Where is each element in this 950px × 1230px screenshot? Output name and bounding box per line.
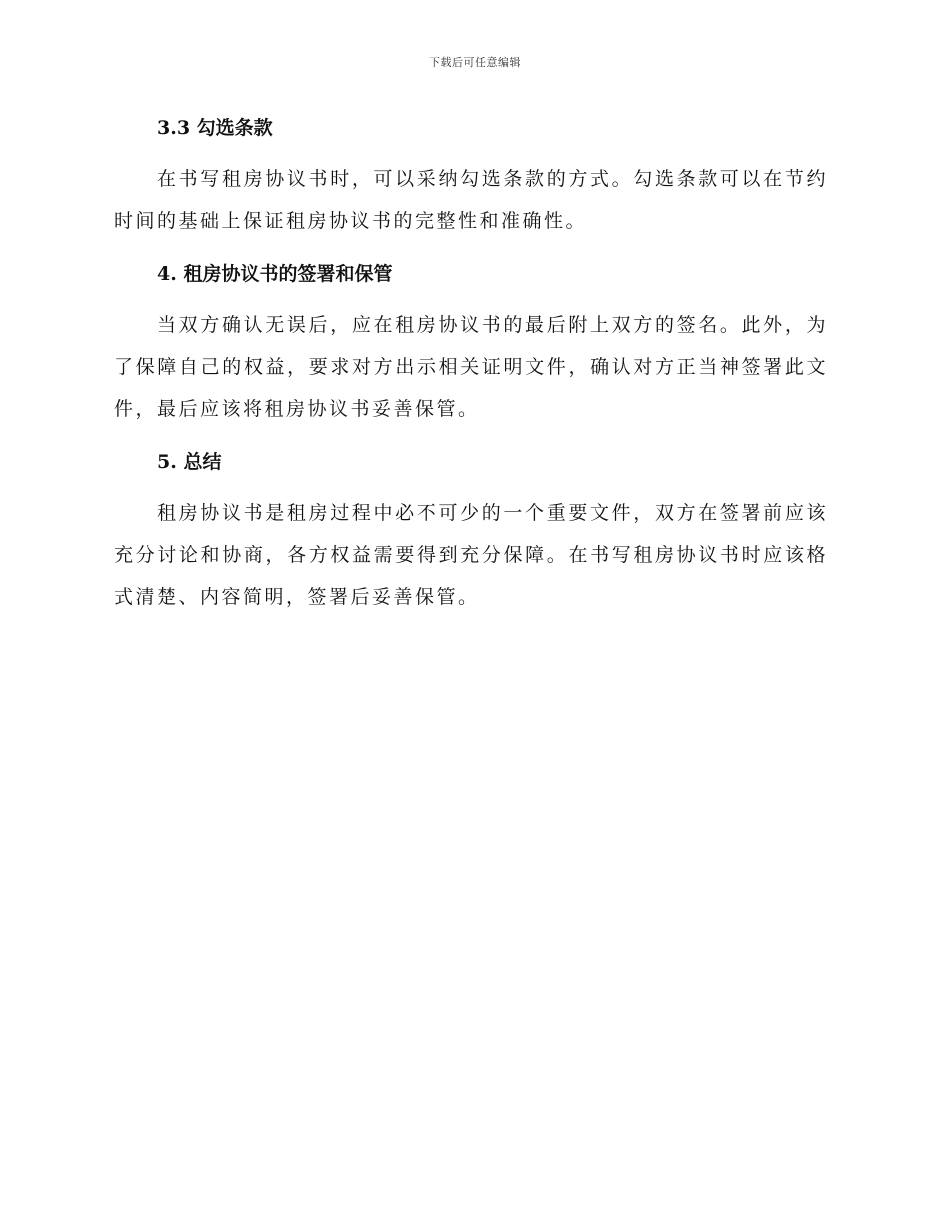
section-heading: 5. 总结 xyxy=(157,451,222,473)
page-header-note: 下载后可任意编辑 xyxy=(429,56,521,69)
document-body xyxy=(114,108,828,618)
section-signing-and-storage xyxy=(114,254,828,442)
section-paragraph: 在书写租房协议书时，可以采纳勾选条款的方式。勾选条款可以在节约时间的基础上保证租房协议书的完整性和准确性。 xyxy=(114,168,828,232)
section-checkbox-clauses xyxy=(114,108,828,254)
section-paragraph: 当双方确认无误后，应在租房协议书的最后附上双方的签名。此外，为了保障自己的权益，要求对方出示相关证明文件，确认对方正当神签署此文件，最后应该将租房协议书妥善保管。 xyxy=(114,314,828,420)
section-heading: 3.3 勾选条款 xyxy=(157,117,273,139)
section-heading: 4. 租房协议书的签署和保管 xyxy=(157,263,393,285)
section-paragraph: 租房协议书是租房过程中必不可少的一个重要文件，双方在签署前应该充分讨论和协商，各方权益需要得到充分保障。在书写租房协议书时应该格式清楚、内容简明，签署后妥善保管。 xyxy=(114,502,828,608)
section-summary xyxy=(114,442,828,618)
